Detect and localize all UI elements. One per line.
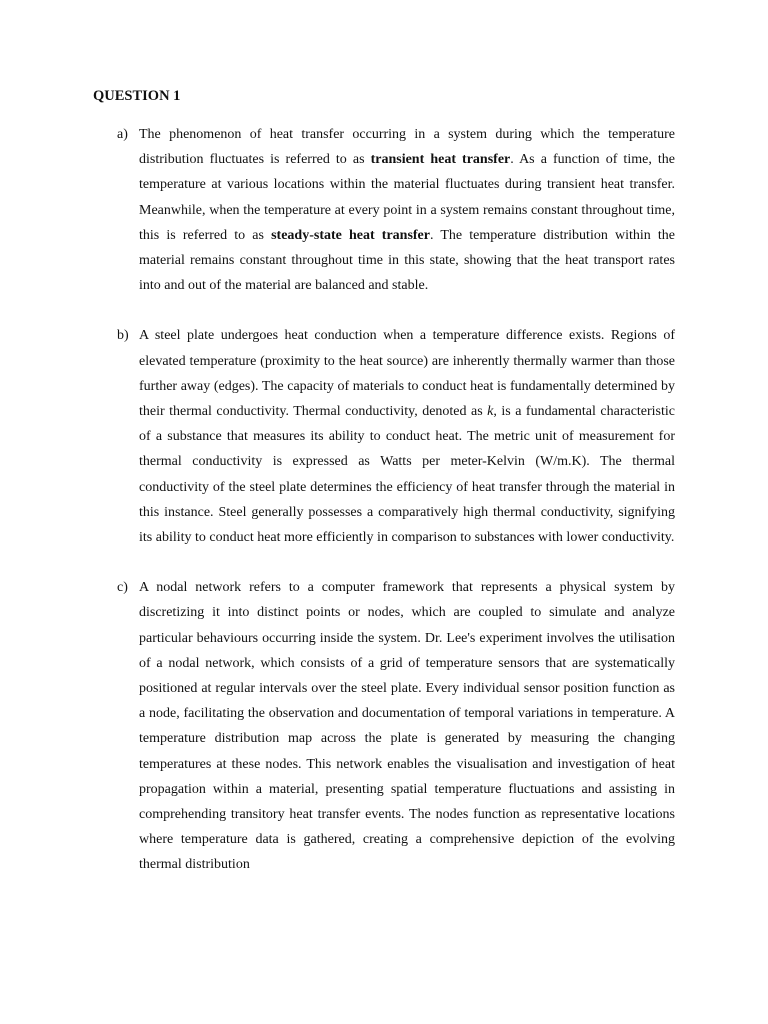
paragraph-text: A steel plate undergoes heat conduction when a temperature difference exists. Regions of elevated temperature (proximity to the heat source) are inherently thermally warmer than those further away (edges). The capacity of materials to conduct heat is fundamentally determined by their thermal conductivity. Thermal conductivity, denoted as: [139, 328, 675, 420]
question-part-c: [93, 575, 675, 877]
paragraph-text: The phenomenon of heat transfer occurring in a system during which the temperature distribution fluctuates is referred to as: [139, 127, 675, 168]
emphasized-term: transient heat transfer: [370, 152, 511, 168]
paragraph-text: . As a function of time, the temperature at various locations within the material fluctuates during transient heat transfer. Meanwhile, when the temperature at every point in a system remains constant throughout time, this is referred to as: [139, 152, 675, 243]
list-marker: a): [117, 127, 128, 142]
paragraph-text: . The temperature distribution within the material remains constant throughout time in this state, showing that the heat transport rates into and out of the material are balanced and stable.: [139, 227, 675, 294]
list-marker: b): [117, 328, 129, 344]
answer-paragraph: [139, 323, 675, 550]
question-heading: QUESTION 1: [93, 88, 181, 104]
list-marker: c): [117, 580, 128, 596]
question-part-b: [93, 323, 675, 550]
answer-paragraph: [139, 575, 675, 877]
symbol-k: k: [487, 404, 494, 420]
emphasized-term: steady-state heat transfer: [271, 227, 430, 243]
question-part-a: [93, 122, 675, 298]
answer-paragraph: [139, 122, 675, 298]
paragraph-text: , is a fundamental characteristic of a substance that measures its ability to conduct heat. The metric unit of measurement for thermal conductivity is expressed as Watts per meter-Kelvin (W/m.K). The thermal conductivity of the steel plate determines the efficiency of heat transfer through the material in this instance. Steel generally possesses a comparatively high thermal conductivity, signifying its ability to conduct heat more efficiently in comparison to substances with lower conductivity.: [139, 404, 676, 546]
paragraph-text: A nodal network refers to a computer framework that represents a physical system by discretizing it into distinct points or nodes, which are coupled to simulate and analyze particular behaviours occurring inside the system. Dr. Lee's experiment involves the utilisation of a nodal network, which consists of a grid of temperature sensors that are systematically positioned at regular intervals over the steel plate. Every individual sensor position function as a node, facilitating the observation and documentation of temporal variations in temperature. A temperature distribution map across the plate is generated by measuring the changing temperatures at these nodes. This network enables the visualisation and investigation of heat propagation within a material, presenting spatial temperature fluctuations and assisting in comprehending transitory heat transfer events. The nodes function as representative locations where temperature data is gathered, creating a comprehensive depiction of the evolving thermal distribution: [139, 580, 675, 873]
